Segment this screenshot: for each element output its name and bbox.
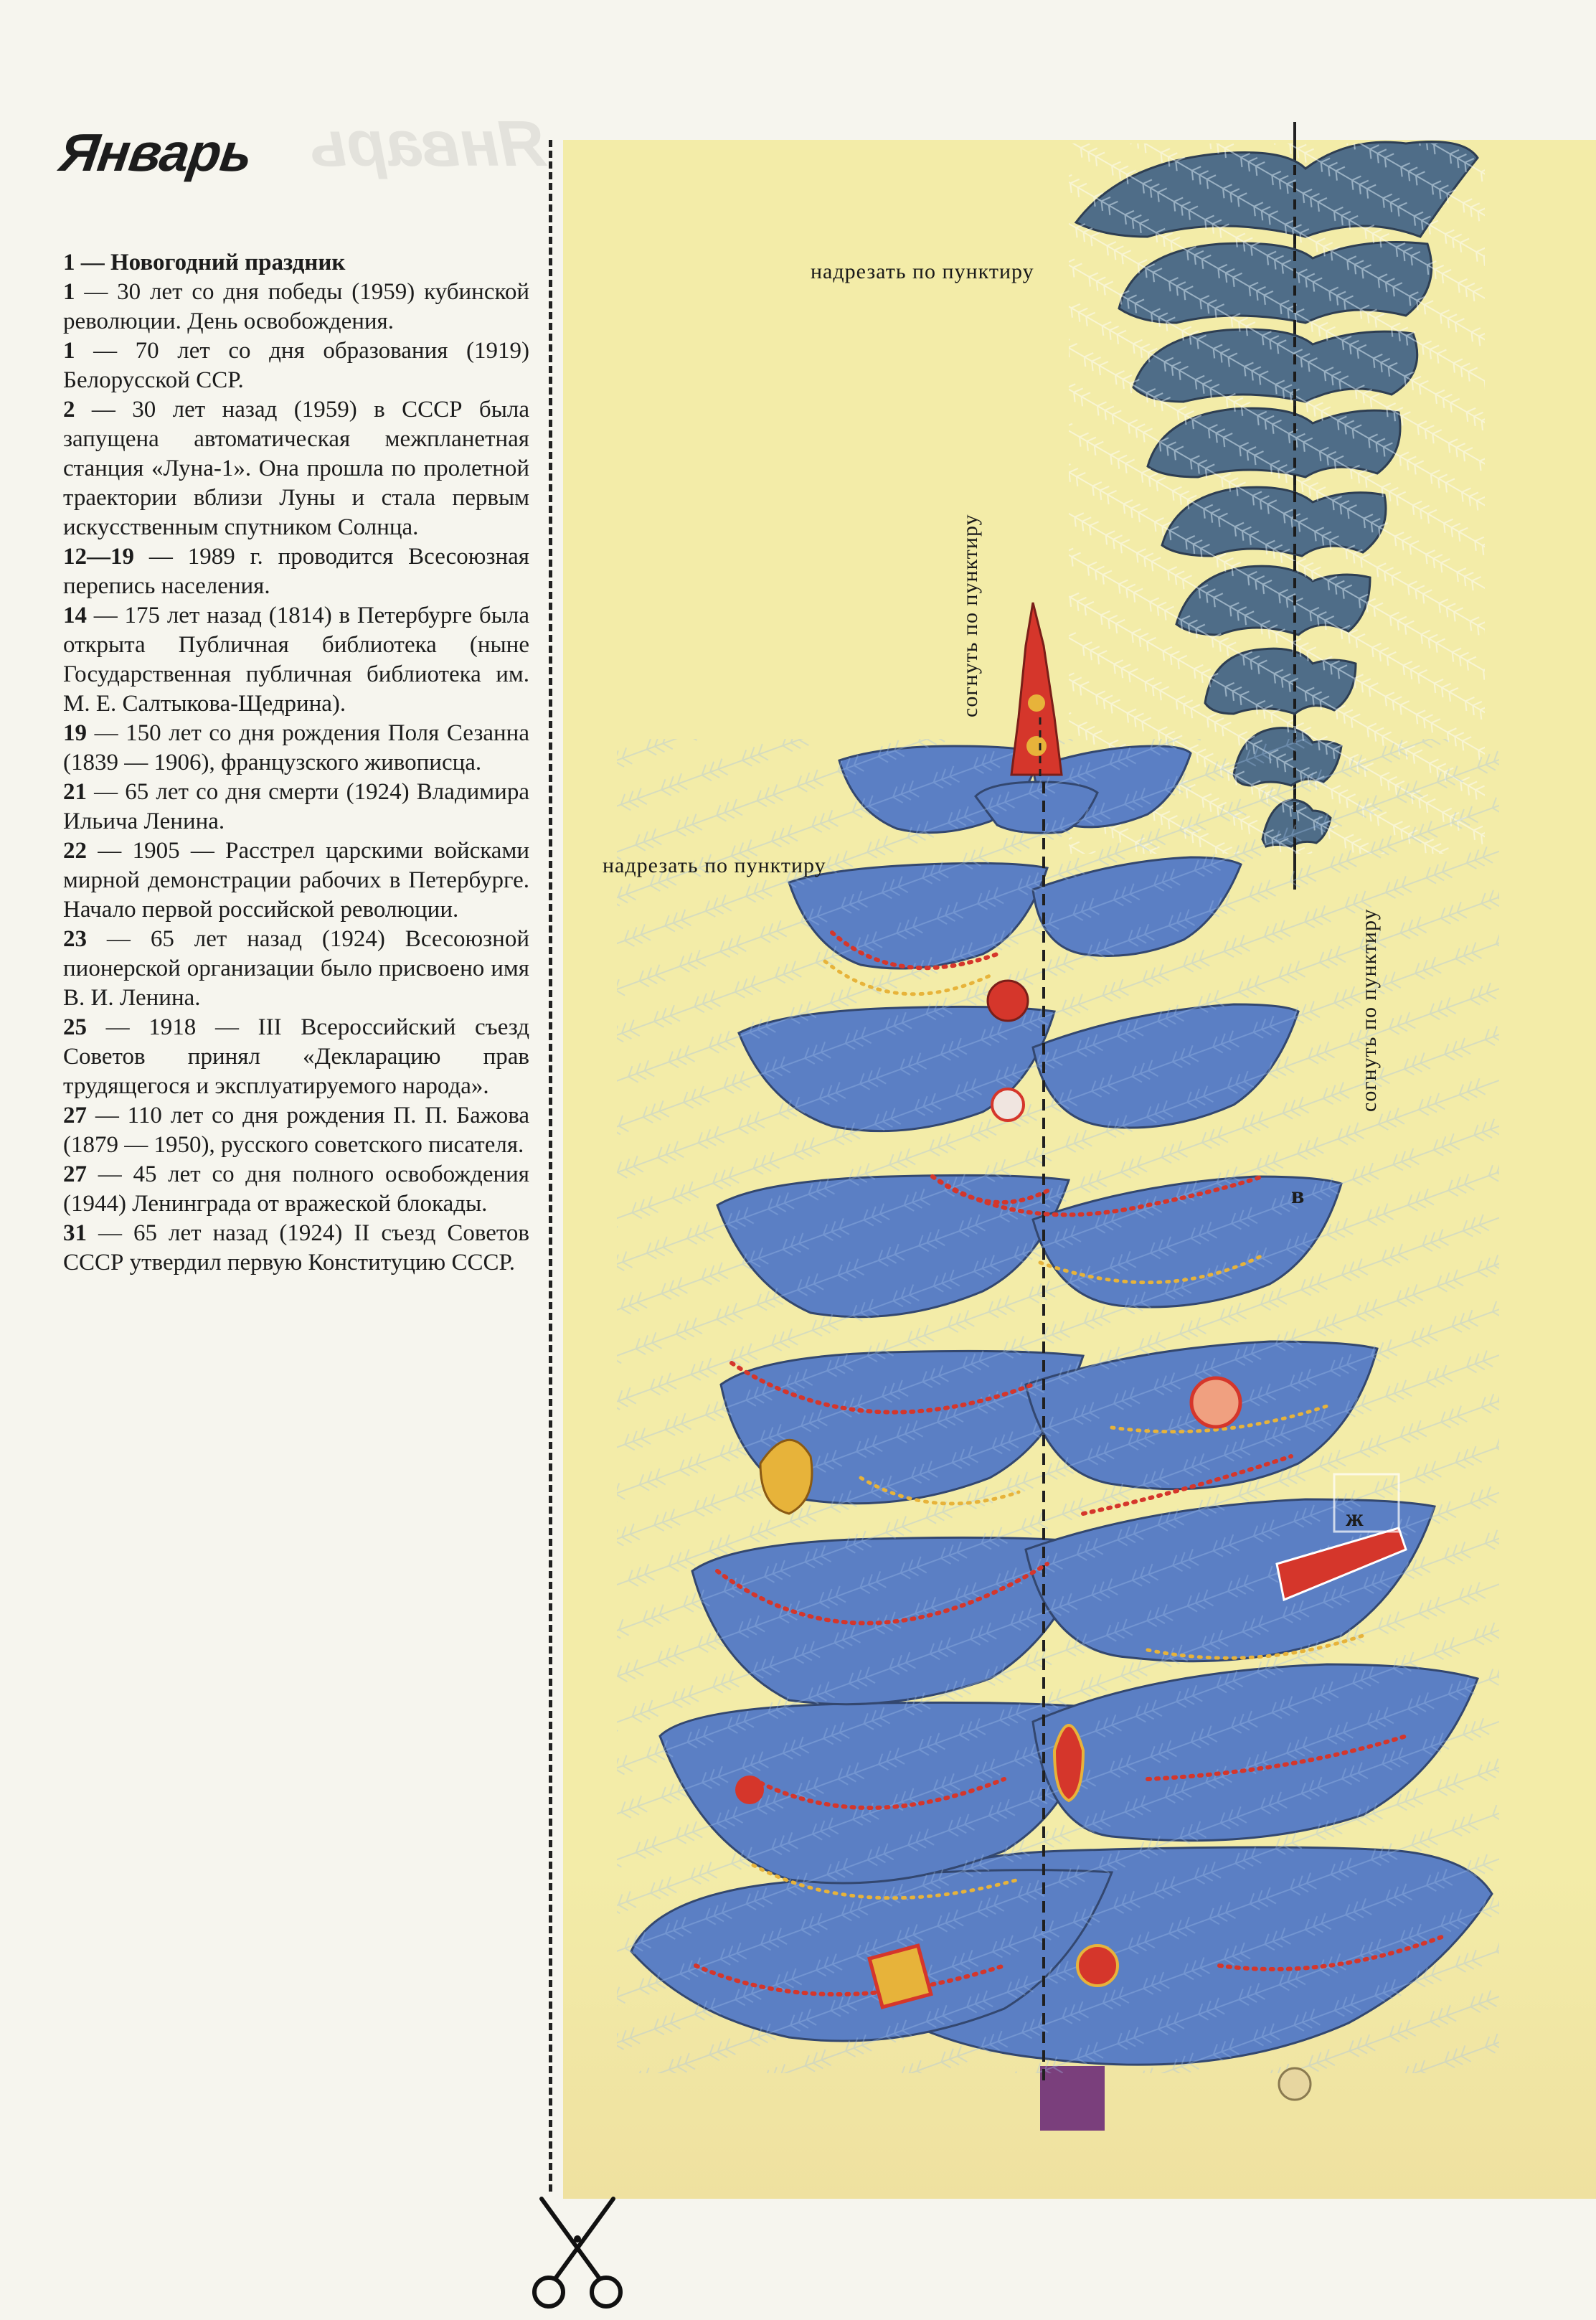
event-date: 27 xyxy=(63,1103,87,1128)
main-tree xyxy=(617,603,1499,2131)
event-text: — 1989 г. проводится Всесоюзная перепись населения. xyxy=(63,544,529,599)
marker-letter-zh: ж xyxy=(1346,1505,1364,1532)
event-text: — 65 лет со дня смерти (1924) Владимира Ильича Ленина. xyxy=(63,779,529,834)
cut-label-top: надрезать по пунктиру xyxy=(811,260,1034,283)
show-through-title: Январь xyxy=(308,108,547,180)
page-title: Январь xyxy=(56,123,256,182)
event-date: 23 xyxy=(63,926,87,952)
fold-label-center: согнуть по пунктиру xyxy=(958,514,982,717)
event-date: 2 xyxy=(63,397,75,423)
event-date: 21 xyxy=(63,779,87,805)
event-text: — 175 лет назад (1814) в Петербурге была открыта Публичная библиотека (ныне Государственная публичная библиотека им. М. Е. Салтыкова-Щедрина). xyxy=(63,603,529,717)
event-date: 22 xyxy=(63,838,87,864)
event-text: — 45 лет со дня полного освобождения (1944) Ленинграда от вражеской блокады. xyxy=(63,1161,529,1217)
scissors-icon xyxy=(527,2192,628,2317)
event-date: 31 xyxy=(63,1220,87,1246)
event-date: 12—19 xyxy=(63,544,134,570)
event-date: 1 — Новогодний праздник xyxy=(63,250,346,275)
marker-letter-v: в xyxy=(1291,1182,1305,1209)
event-date: 1 xyxy=(63,279,75,305)
event-date: 1 xyxy=(63,338,75,364)
fold-label-right: согнуть по пунктиру xyxy=(1357,908,1381,1112)
event-text: — 1905 — Расстрел царскими войсками мирной демонстрации рабочих в Петербурге. Начало первой российской революции. xyxy=(63,838,529,923)
event-text: — 30 лет назад (1959) в СССР была запущена автоматическая межпланетная станция «Луна-1». Она прошла по пролетной траектории вблизи Луны и стала первым искусственным спутником Солнца. xyxy=(63,397,529,540)
event-text: — 65 лет назад (1924) Всесоюзной пионерской организации было присвоено имя В. И. Ленина. xyxy=(63,926,529,1011)
event-text: — 70 лет со дня образования (1919) Белорусской ССР. xyxy=(63,338,529,393)
event-text: — 150 лет со дня рождения Поля Сезанна (1839 — 1906), французского живописца. xyxy=(63,720,529,775)
event-date: 19 xyxy=(63,720,87,746)
cut-label-left: надрезать по пунктиру xyxy=(603,854,826,877)
event-text: — 110 лет со дня рождения П. П. Бажова (1879 — 1950), русского советского писателя. xyxy=(63,1103,529,1158)
event-date: 14 xyxy=(63,603,87,628)
event-text: — 30 лет со дня победы (1959) кубинской революции. День освобождения. xyxy=(63,279,529,334)
event-date: 27 xyxy=(63,1161,87,1187)
event-date: 25 xyxy=(63,1014,87,1040)
event-text: — 65 лет назад (1924) II съезд Советов СССР утвердил первую Конституцию СССР. xyxy=(63,1220,529,1275)
event-text: — 1918 — III Всероссийский съезд Советов принял «Декларацию прав трудящегося и эксплуатируемого народа». xyxy=(63,1014,529,1099)
